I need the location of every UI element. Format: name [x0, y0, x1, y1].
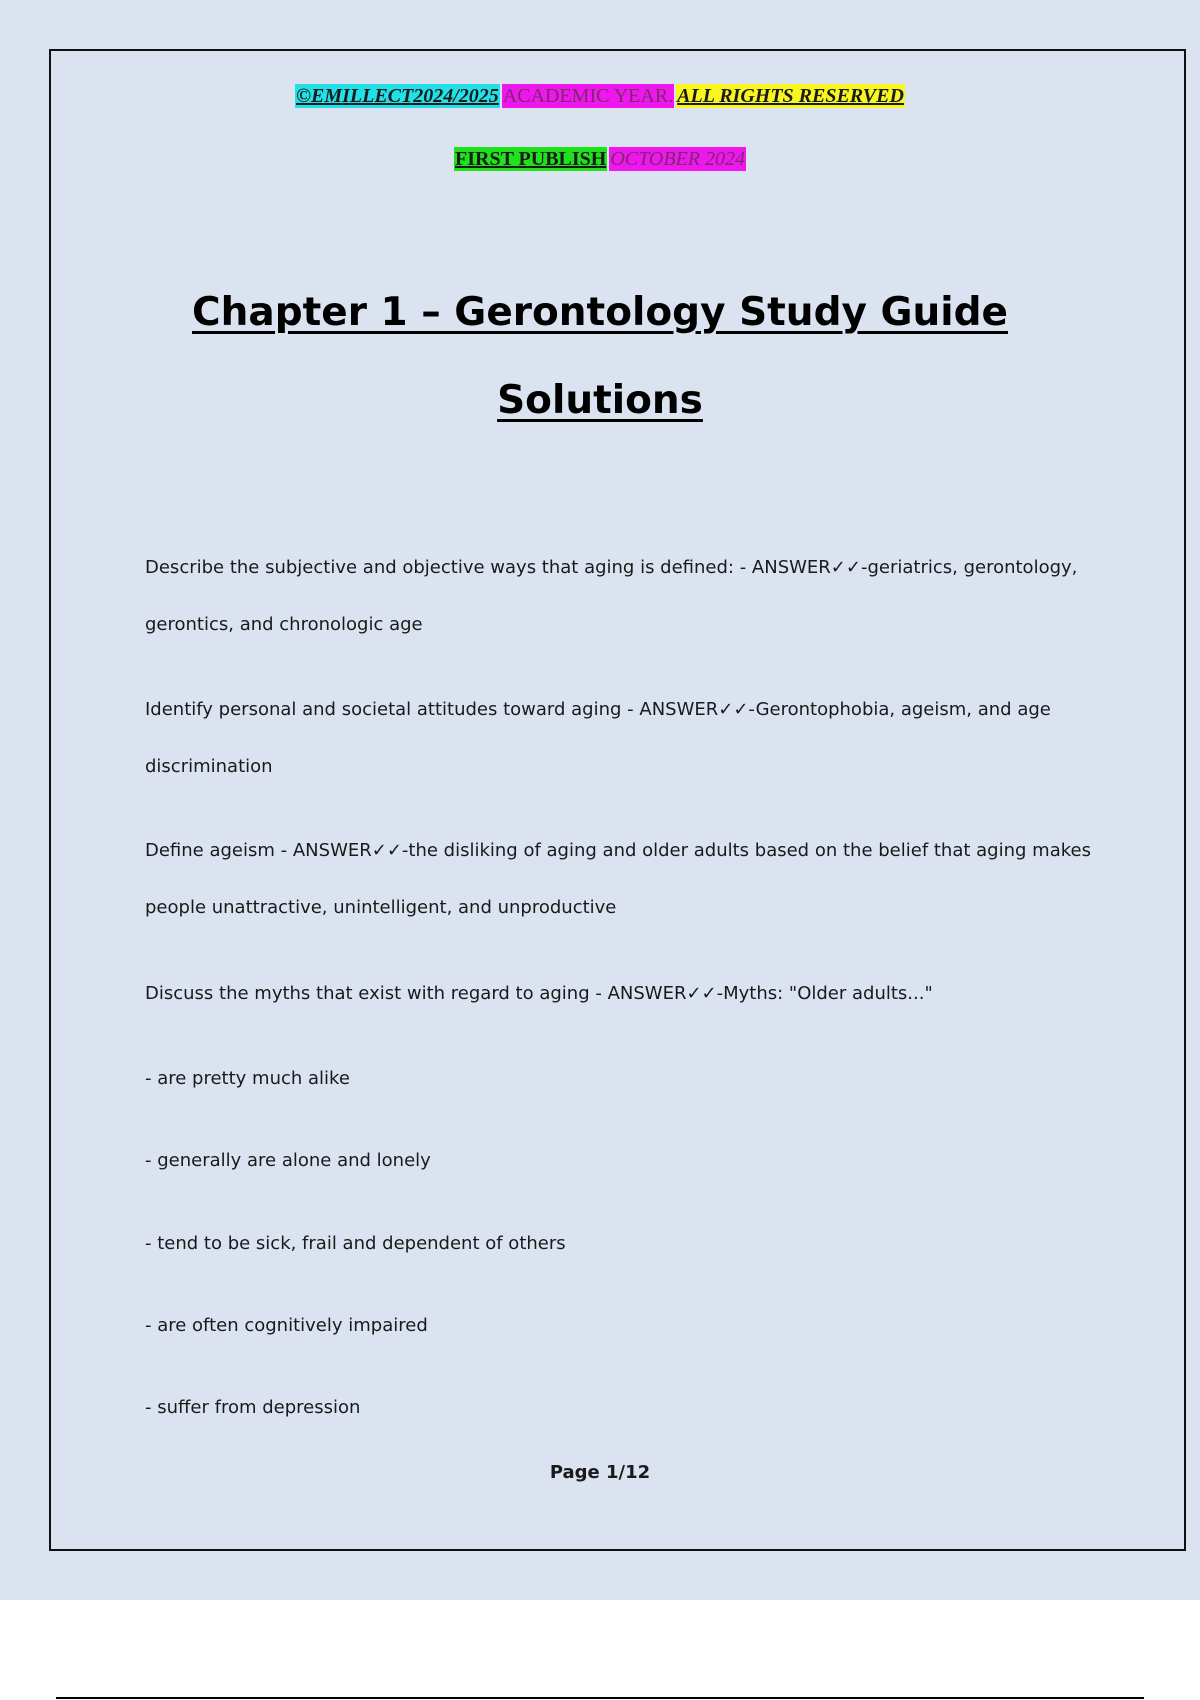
- rights-reserved-text: ALL RIGHTS RESERVED: [677, 85, 904, 107]
- academic-year-text: ACADEMIC YEAR.: [502, 85, 674, 107]
- copyright-text: ©EMILLECT2024/2025: [296, 85, 499, 107]
- first-publish-text: FIRST PUBLISH: [455, 148, 607, 170]
- myth-list-item: - are pretty much alike: [145, 1068, 350, 1089]
- page-title: Chapter 1 – Gerontology Study Guide: [191, 290, 1008, 335]
- page-number: Page 1/12: [549, 1462, 651, 1483]
- header-copyright-line: [0, 85, 1200, 108]
- answer-line: Discuss the myths that exist with regard to aging - ANSWER✓✓-Myths: "Older adults...": [145, 983, 933, 1004]
- answer-line: Describe the subjective and objective ways that aging is defined: - ANSWER✓✓-geriatrics, gerontology,: [145, 557, 1078, 578]
- answer-line: Define ageism - ANSWER✓✓-the disliking of aging and older adults based on the belief that aging makes: [145, 840, 1091, 861]
- answer-line: discrimination: [145, 756, 273, 777]
- myth-list-item: - are often cognitively impaired: [145, 1315, 428, 1336]
- myth-list-item: - tend to be sick, frail and dependent of others: [145, 1233, 566, 1254]
- myth-list-item: - suffer from depression: [145, 1397, 361, 1418]
- header-publish-line: [0, 148, 1200, 171]
- answer-line: gerontics, and chronologic age: [145, 614, 423, 635]
- answer-line: people unattractive, unintelligent, and unproductive: [145, 897, 617, 918]
- answer-line: Identify personal and societal attitudes toward aging - ANSWER✓✓-Gerontophobia, ageism, and age: [145, 699, 1051, 720]
- page-title-continued: Solutions: [497, 378, 703, 423]
- publish-date-text: OCTOBER 2024: [610, 148, 745, 170]
- page-divider: [56, 1697, 1144, 1699]
- myth-list-item: - generally are alone and lonely: [145, 1150, 431, 1171]
